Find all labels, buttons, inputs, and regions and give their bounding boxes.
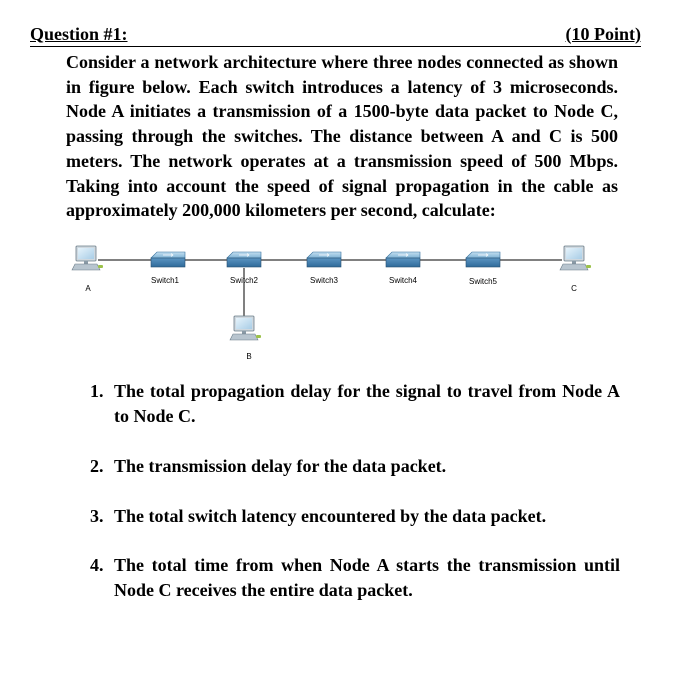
list-item-text: The total time from when Node A starts the transmission until Node C receives the entire data packet. [114,555,620,600]
switch-icon-5 [466,252,500,267]
switch-icon-1 [151,252,185,267]
node-c-label: C [571,284,577,293]
list-item [90,454,620,479]
list-item-number: 2. [90,456,104,476]
node-a-label: A [85,284,91,293]
pc-icon-a [72,246,103,270]
network-diagram-graphic [60,238,620,368]
switch-icon-4 [386,252,420,267]
switch3-label: Switch3 [309,276,339,285]
list-item [90,379,620,428]
question-title: Question #1: [30,24,128,44]
list-item [90,553,620,602]
pc-icon-b [230,316,261,340]
pc-icon-c [560,246,591,270]
list-item-text: The transmission delay for the data packet. [114,456,447,476]
switch2-label: Switch2 [229,276,259,285]
list-item-text: The total propagation delay for the signal to travel from Node A to Node C. [114,381,620,426]
switch1-label: Switch1 [150,276,180,285]
question-header [30,22,641,47]
list-item-text: The total switch latency encountered by the data packet. [114,506,547,526]
question-intro: Consider a network architecture where three nodes connected as shown in figure below. Each switch introduces a latency of 3 microseconds. Node A initiates a transmission of a 1500-byte data packet to Node C, passing through the switches. The distance between A and C is 500 meters. The network operates at a transmission speed of 500 Mbps. Taking into account the speed of signal propagation in the cable as approximately 200,000 kilometers per second, calculate: [66,52,618,221]
list-item-number: 1. [90,381,104,401]
switch5-label: Switch5 [468,277,498,286]
list-item-number: 4. [90,555,104,575]
list-item [90,504,620,529]
question-points: (10 Point) [565,24,641,44]
switch-icon-3 [307,252,341,267]
switch-icon-2 [227,252,261,267]
list-item-number: 3. [90,506,104,526]
node-b-label: B [246,352,252,361]
switch4-label: Switch4 [388,276,418,285]
network-diagram [60,238,620,368]
